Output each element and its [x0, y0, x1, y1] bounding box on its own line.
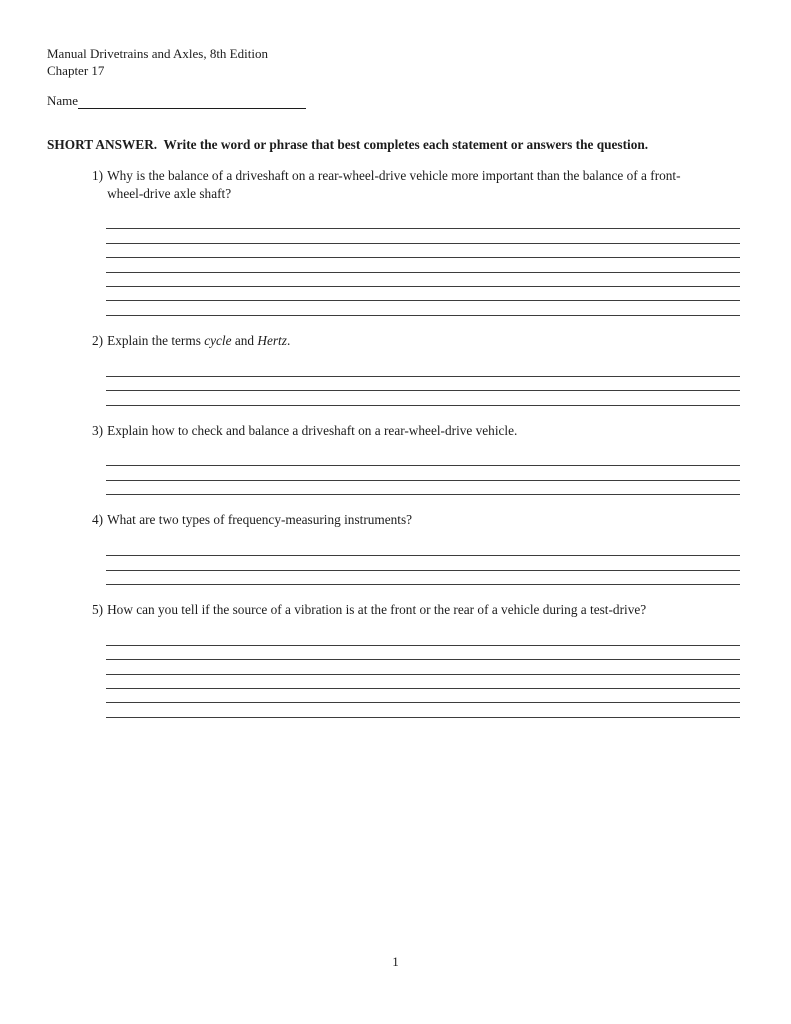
question-block-3 [92, 422, 742, 496]
answer-lines [106, 452, 740, 495]
question-text [107, 167, 712, 202]
question-block-4 [92, 511, 742, 585]
question-row [92, 332, 742, 350]
answer-line [106, 703, 740, 717]
question-text-part: What are two types of frequency-measuring instruments? [107, 512, 413, 528]
question-text [107, 511, 412, 529]
question-text-part: Why is the balance of a driveshaft on a rear-wheel-drive vehicle more important than the balance of a front-wheel-drive axle shaft? [107, 168, 681, 201]
answer-lines [106, 362, 740, 405]
answer-line [106, 675, 740, 689]
answer-line [106, 362, 740, 376]
page-header [47, 46, 742, 79]
answer-line [106, 646, 740, 660]
question-row [92, 601, 742, 619]
answer-line [106, 556, 740, 570]
question-block-5 [92, 601, 742, 718]
question-text-italic-part: Hertz [257, 332, 287, 348]
question-text-italic-part: cycle [204, 332, 232, 348]
question-number: 2) [92, 332, 104, 348]
answer-line [106, 689, 740, 703]
page-number: 1 [392, 954, 399, 969]
answer-line [106, 301, 740, 315]
answer-line [106, 287, 740, 301]
question-text [107, 332, 290, 350]
answer-line [106, 391, 740, 405]
questions [47, 167, 742, 718]
answer-line [106, 481, 740, 495]
name-blank-line [78, 94, 306, 109]
question-text-part: How can you tell if the source of a vibration is at the front or the rear of a vehicle during a test-drive? [107, 601, 647, 617]
answer-line [106, 273, 740, 287]
question-number: 3) [92, 422, 104, 438]
section-heading: SHORT ANSWER. Write the word or phrase that best completes each statement or answers the question. [47, 137, 649, 152]
book-title: Manual Drivetrains and Axles, 8th Edition [47, 46, 268, 61]
question-text [107, 422, 517, 440]
question-number: 5) [92, 601, 104, 617]
answer-line [106, 229, 740, 243]
question-number: 1) [92, 168, 104, 183]
answer-line [106, 215, 740, 229]
question-block-2 [92, 332, 742, 406]
question-row [92, 167, 742, 202]
answer-line [106, 632, 740, 646]
answer-line [106, 244, 740, 258]
name-row [47, 93, 742, 109]
answer-line [106, 452, 740, 466]
answer-line [106, 377, 740, 391]
question-text-part: and [231, 332, 258, 348]
question-text-part: Explain the terms [107, 332, 205, 348]
answer-line [106, 258, 740, 272]
question-text-part: . [286, 332, 291, 348]
name-label: Name [47, 93, 79, 108]
question-number: 4) [92, 512, 104, 528]
answer-line [106, 542, 740, 556]
question-text [107, 601, 646, 619]
question-text-part: Explain how to check and balance a driveshaft on a rear-wheel-drive vehicle. [107, 422, 518, 438]
answer-line [106, 466, 740, 480]
question-block-1 [92, 167, 742, 316]
question-row [92, 511, 742, 529]
answer-lines [106, 632, 740, 718]
answer-lines [106, 542, 740, 585]
answer-lines [106, 215, 740, 316]
answer-line [106, 571, 740, 585]
question-row [92, 422, 742, 440]
chapter-label: Chapter 17 [47, 62, 105, 78]
answer-line [106, 660, 740, 674]
